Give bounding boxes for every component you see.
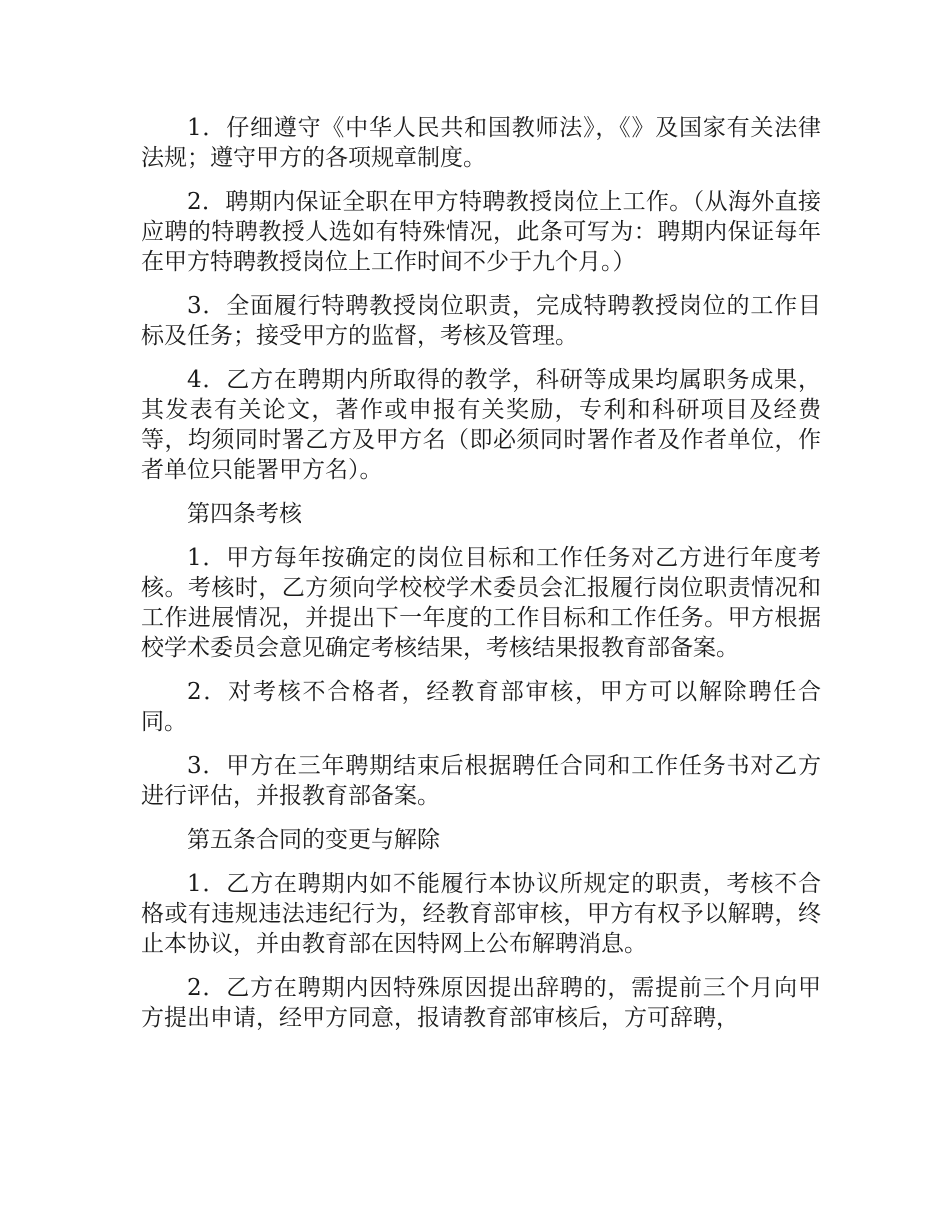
clause-paragraph: 4．乙方在聘期内所取得的教学，科研等成果均属职务成果，其发表有关论文，著作或申报有关奖励，专利和科研项目及经费等，均须同时署乙方及甲方名（即必须同时署作者及作者单位，作者单位只能署甲方名）。	[141, 367, 821, 483]
clause-paragraph: 1．仔细遵守《中华人民共和国教师法》，《》及国家有关法律法规；遵守甲方的各项规章制度。	[141, 115, 821, 171]
clause-paragraph: 3．甲方在三年聘期结束后根据聘任合同和工作任务书对乙方进行评估，并报教育部备案。	[141, 753, 821, 809]
section-heading: 第四条考核	[187, 501, 302, 527]
document-body	[141, 113, 821, 1047]
section-heading: 第五条合同的变更与解除	[187, 827, 440, 853]
clause-paragraph: 3．全面履行特聘教授岗位职责，完成特聘教授岗位的工作目标及任务；接受甲方的监督，考核及管理。	[141, 293, 821, 349]
clause-paragraph: 2．对考核不合格者，经教育部审核，甲方可以解除聘任合同。	[141, 679, 821, 735]
clause-paragraph: 2．聘期内保证全职在甲方特聘教授岗位上工作。（从海外直接应聘的特聘教授人选如有特殊情况，此条可写为：聘期内保证每年在甲方特聘教授岗位上工作时间不少于九个月。）	[141, 189, 821, 275]
clause-paragraph: 1．甲方每年按确定的岗位目标和工作任务对乙方进行年度考核。考核时，乙方须向学校校学术委员会汇报履行岗位职责情况和工作进展情况，并提出下一年度的工作目标和工作任务。甲方根据校学术委员会意见确定考核结果，考核结果报教育部备案。	[141, 545, 821, 661]
clause-paragraph: 1．乙方在聘期内如不能履行本协议所规定的职责，考核不合格或有违规违法违纪行为，经教育部审核，甲方有权予以解聘，终止本协议，并由教育部在因特网上公布解聘消息。	[141, 871, 821, 957]
clause-paragraph: 2．乙方在聘期内因特殊原因提出辞聘的，需提前三个月向甲方提出申请，经甲方同意，报请教育部审核后，方可辞聘，	[141, 975, 821, 1031]
